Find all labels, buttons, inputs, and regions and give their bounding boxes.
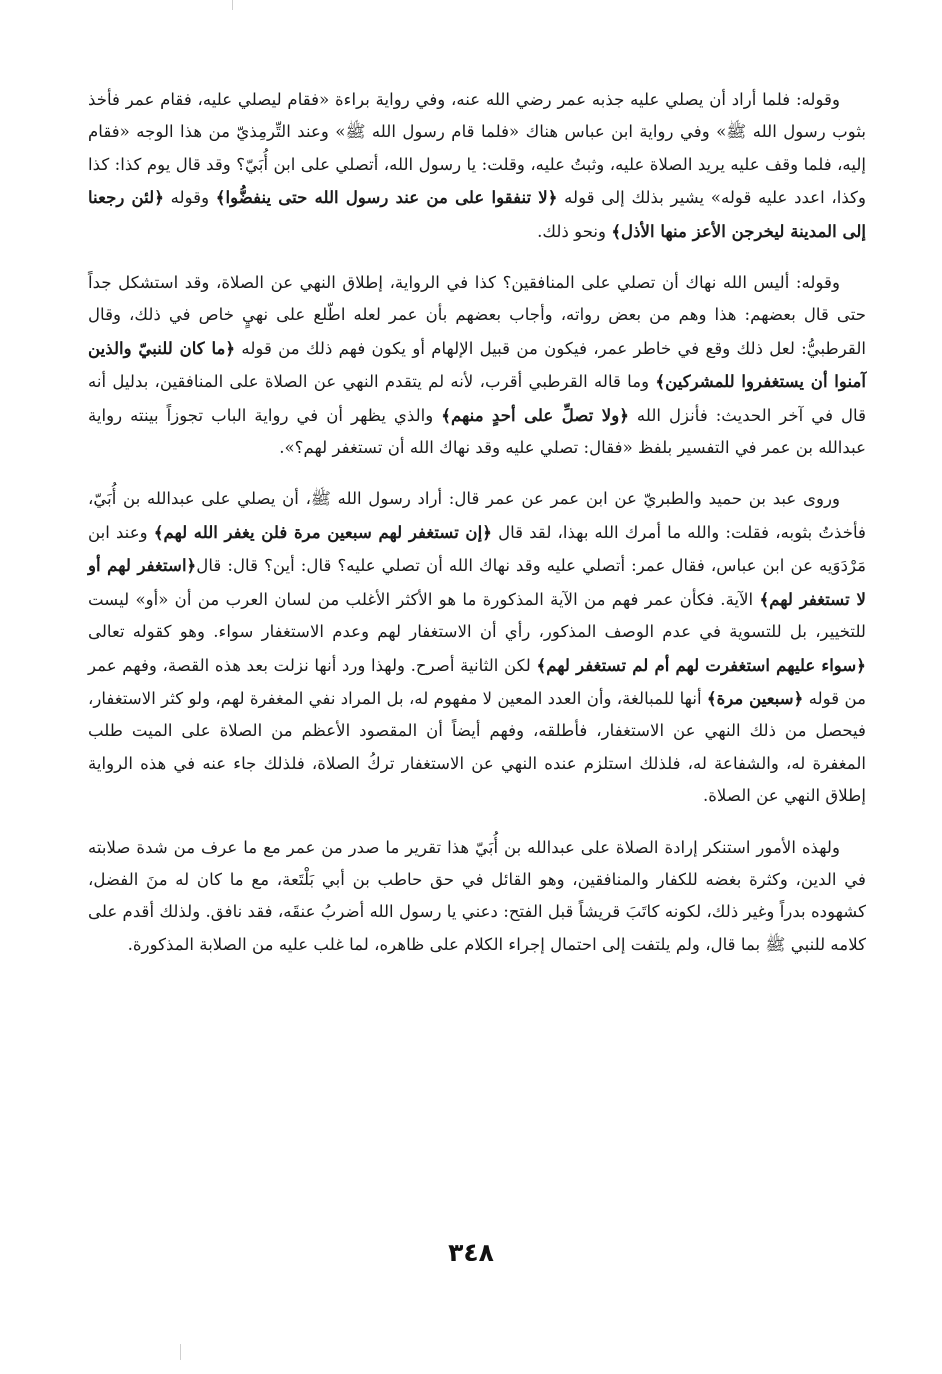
text-span: وقوله: فلما أراد أن يصلي عليه جذبه عمر رضي الله عنه، وفي رواية براءة «فقام ليصلي عليه، فقام عمر فأخذ بثوب رسول الله ﷺ» وفي رواية ابن عباس هناك «فلما قام رسول الله ﷺ» وعند التِّرمِذيّ من هذا الوجه «فقام إليه، فلما وقف عليه يريد الصلاة عليه، وثبتُ عليه، وقلت: يا رسول الله، أتصلي على ابن أُبَيّ؟ وقد قال يوم كذا: كذا وكذا، اعدد عليه قوله» يشير بذلك إلى قوله bbox=[88, 90, 866, 208]
paragraph-4 bbox=[88, 832, 866, 962]
text-span: ونحو ذلك. bbox=[537, 221, 612, 241]
text-span: وعند ابن مَرْدَوَيه عن ابن عباس، فقال عمر: أتصلي عليه وقد نهاك الله أن تصلي عليه؟ قال: أين؟ قال: قال bbox=[88, 522, 866, 576]
quran-quote: ﴿استغفر لهم أو لا تستغفر لهم﴾ bbox=[88, 555, 866, 609]
text-span: أنها للمبالغة، وأن العدد المعين لا مفهوم له، بل المراد نفي المغفرة لهم، ولو كثر الاستغفار، فيحصل من ذلك النهي عن الاستغفار، فأطلقه، وفهم أيضاً أن المقصود الأعظم من الصلاة على الميت طلب المغفرة له، والشفاعة له، فلذلك استلزم عنده النهي عن الاستغفار تركُ الصلاة، فلذلك جاء عنه في هذه الرواية إطلاق النهي عن الصلاة. bbox=[88, 688, 866, 806]
text-span: وقوله bbox=[163, 188, 216, 208]
paragraph-3 bbox=[88, 483, 866, 812]
text-span: وروى عبد بن حميد والطبريّ عن ابن عمر عن عمر قال: أراد رسول الله ﷺ، أن يصلي على عبدالله بن أُبَيّ، فأخذتُ بثوبه، فقلت: والله ما أمرك الله بهذا، لقد قال bbox=[88, 489, 866, 542]
text-span: والذي يظهر أن في رواية الباب تجوزاً بينته رواية عبدالله بن عمر في التفسير بلفظ «فقال: تصلي عليه وقد نهاك الله أن تستغفر لهم؟». bbox=[88, 405, 866, 458]
quran-quote: ﴿إن تستغفر لهم سبعين مرة فلن يغفر الله لهم﴾ bbox=[153, 521, 492, 542]
paragraph-1 bbox=[88, 84, 866, 248]
text-span: لكن الثانية أصرح. ولهذا ورد أنها نزلت بعد هذه القصة، وفهم عمر من قوله bbox=[88, 655, 866, 708]
text-span: ولهذه الأمور استنكر إرادة الصلاة على عبدالله بن أُبَيّ هذا تقرير ما صدر من عمر مع ما عرف من شدة صلابته في الدين، وكثرة بغضه للكفار والمنافقين، وهو القائل في حق حاطب بن أبي بَلْتَعة، مع ما كان له منَ الفضل، كشهوده بدراً وغير ذلك، لكونه كاتَبَ قريشاً قبل الفتح: دعني يا رسول الله أضربُ عنقَه، فقد نافق. ولذلك أقدم على كلامه للنبي ﷺ بما قال، ولم يلتفت إلى احتمال إجراء الكلام على ظاهره، لما غلب عليه من الصلابة المذكورة. bbox=[88, 837, 866, 954]
document-body bbox=[88, 84, 866, 961]
page-number: ٣٤٨ bbox=[448, 1238, 494, 1267]
quran-quote: ﴿لا تنفقوا على من عند رسول الله حتى ينفضُّوا﴾ bbox=[215, 187, 558, 208]
text-span: وما قاله القرطبي أقرب، لأنه لم يتقدم النهي عن الصلاة على المنافقين، بدليل أنه قال في آخر الحديث: فأنزل الله bbox=[88, 372, 866, 425]
quran-quote: ﴿لئن رجعنا إلى المدينة ليخرجن الأعز منها الأذل﴾ bbox=[88, 187, 866, 241]
text-span: الآية. فكأن عمر فهم من الآية المذكورة ما هو الأكثر الأغلب من لسان العرب من أن «أو» ليست للتخيير، بل للتسوية في عدم الوصف المذكور، رأي أن الاستغفار لهم وعدم الاستغفار سواء. وهو كقوله تعالى bbox=[88, 589, 866, 642]
quran-quote: ﴿ولا تصلِّ على أحدٍ منهم﴾ bbox=[441, 404, 629, 425]
quran-quote: ﴿سواء عليهم استغفرت لهم أم لم تستغفر لهم﴾ bbox=[536, 654, 867, 675]
scan-mark-bottom bbox=[180, 1344, 181, 1360]
scan-mark-top bbox=[232, 0, 233, 10]
quran-quote: ﴿ما كان للنبيّ والذين آمنوا أن يستغفروا للمشركين﴾ bbox=[88, 337, 866, 392]
paragraph-2 bbox=[88, 267, 866, 464]
text-span: وقوله: أليس الله نهاك أن تصلي على المنافقين؟ كذا في الرواية، إطلاق النهي عن الصلاة، وقد استشكل جداً حتى قال بعضهم: هذا وهم من بعض رواته، وأجاب بعضهم بأن عمر لعله اطّلع على نهيٍ خاص في ذلك، وقال القرطبيُّ: لعل ذلك وقع في خاطر عمر، فيكون من قبيل الإلهام أو يكون فهم ذلك من قوله bbox=[88, 273, 866, 358]
quran-quote: ﴿سبعين مرة﴾ bbox=[706, 687, 804, 708]
